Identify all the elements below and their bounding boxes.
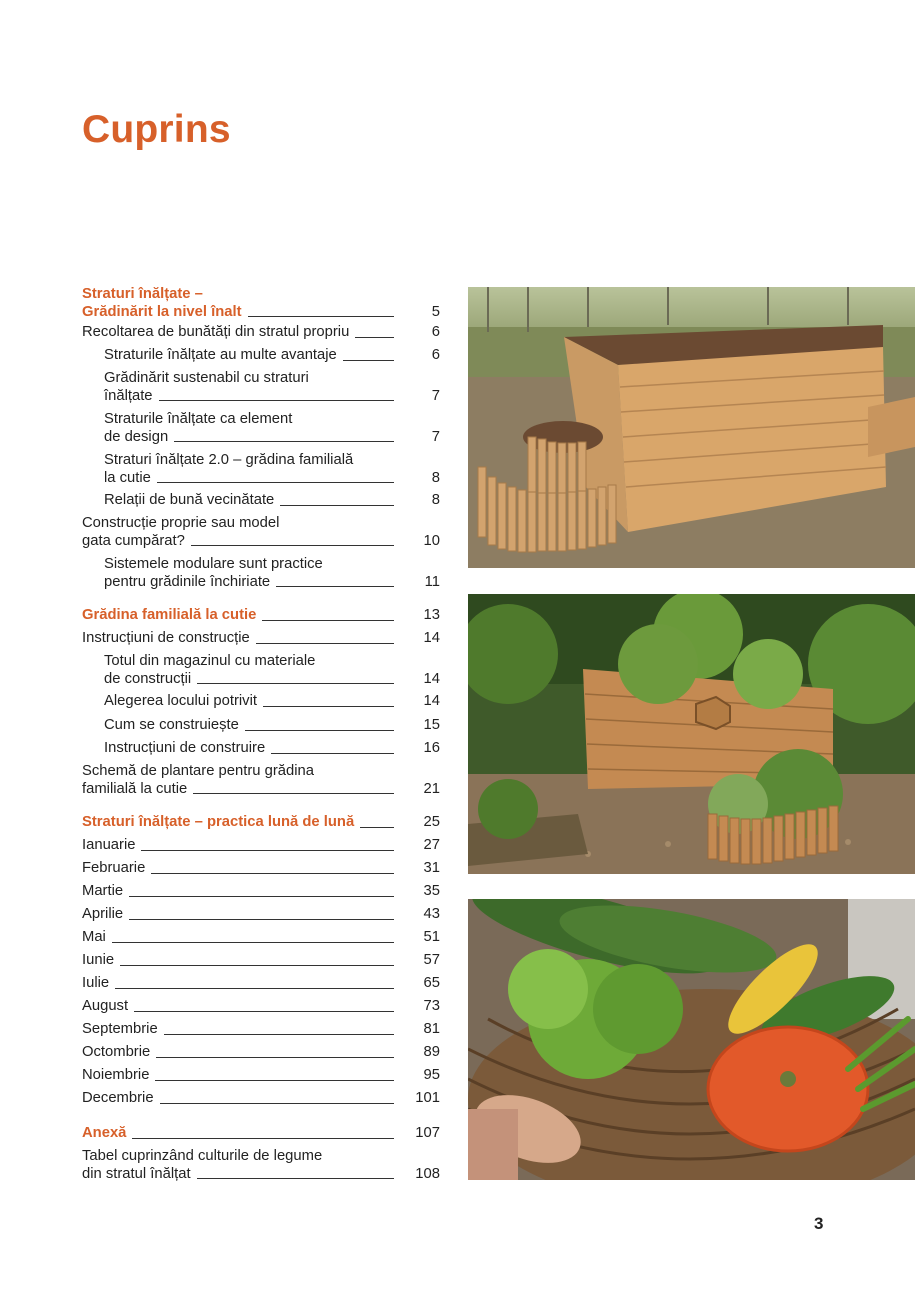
- toc-entry[interactable]: [104, 370, 440, 405]
- toc-entry[interactable]: [82, 763, 440, 798]
- toc-leader-line: [256, 643, 394, 644]
- toc-leader-line: [360, 827, 394, 828]
- toc-entry[interactable]: [82, 1021, 440, 1039]
- toc-entry-text: Septembrie: [82, 1021, 158, 1037]
- toc-entry[interactable]: [104, 411, 440, 446]
- toc-entry[interactable]: [104, 740, 440, 758]
- toc-entry-text: de design: [104, 428, 169, 445]
- toc-entry[interactable]: [104, 492, 440, 510]
- toc-leader-line: [160, 1103, 394, 1104]
- toc-page-number: 81: [423, 1021, 440, 1037]
- toc-page-number: 6: [431, 347, 440, 363]
- toc-entry[interactable]: [82, 1148, 440, 1183]
- photo-raised-bed-wooden: [468, 287, 915, 568]
- toc-leader-line: [157, 482, 394, 483]
- page-title: Cuprins: [82, 108, 231, 151]
- toc-entry-text: Aprilie: [82, 906, 124, 922]
- toc-page-number: 5: [431, 303, 440, 320]
- toc-leader-line: [280, 505, 394, 506]
- toc-leader-line: [120, 965, 394, 966]
- toc-leader-line: [343, 360, 394, 361]
- toc-entry-text: Straturi înălțate – practica lună de lună: [82, 814, 355, 830]
- toc-entry-text: familială la cutie: [82, 780, 188, 797]
- toc-entry-text: Construcție proprie sau model: [82, 515, 280, 531]
- toc-page-number: 8: [431, 492, 440, 508]
- toc-page-number: 65: [423, 975, 440, 991]
- toc-leader-line: [355, 337, 394, 338]
- toc-page-number: 8: [431, 469, 440, 486]
- toc-page-number: 14: [423, 670, 440, 687]
- toc-leader-line: [115, 988, 394, 989]
- toc-page-number: 108: [415, 1165, 440, 1182]
- toc-entry[interactable]: [82, 1125, 440, 1143]
- toc-page-number: 27: [423, 837, 440, 853]
- toc-entry[interactable]: [82, 998, 440, 1016]
- toc-leader-line: [276, 586, 394, 587]
- toc-page-number: 21: [423, 780, 440, 797]
- toc-entry[interactable]: [82, 630, 440, 648]
- toc-entry-text: din stratul înălțat: [82, 1165, 191, 1182]
- toc-leader-line: [245, 730, 394, 731]
- toc-entry-text: Sistemele modulare sunt practice: [104, 556, 323, 572]
- toc-page-number: 13: [423, 607, 440, 623]
- toc-entry[interactable]: [104, 347, 440, 365]
- toc-page-number: 107: [415, 1125, 440, 1141]
- toc-entry[interactable]: [82, 607, 440, 625]
- toc-page-number: 73: [423, 998, 440, 1014]
- toc-entry[interactable]: [82, 906, 440, 924]
- toc-entry-text: la cutie: [104, 469, 151, 486]
- toc-entry[interactable]: [82, 837, 440, 855]
- toc-entry-text: de construcții: [104, 670, 192, 687]
- toc-leader-line: [262, 620, 394, 621]
- toc-entry[interactable]: [82, 952, 440, 970]
- toc-leader-line: [271, 753, 394, 754]
- toc-entry-text: Instrucțiuni de construcție: [82, 630, 250, 646]
- toc-entry-text: Grădinărit sustenabil cu straturi: [104, 370, 309, 386]
- toc-page-number: 15: [423, 717, 440, 733]
- toc-leader-line: [129, 919, 394, 920]
- toc-entry[interactable]: [82, 929, 440, 947]
- toc-entry-text: Grădina familială la cutie: [82, 607, 257, 623]
- toc-entry-text: Straturi înălțate –: [82, 286, 203, 302]
- toc-entry-text: Straturile înălțate au multe avantaje: [104, 347, 337, 363]
- toc-entry[interactable]: [104, 452, 440, 487]
- photo-family-garden-box: [468, 594, 915, 874]
- toc-page-number: 14: [423, 693, 440, 709]
- toc-entry-text: Relații de bună vecinătate: [104, 492, 275, 508]
- toc-page-number: 14: [423, 630, 440, 646]
- toc-entry-text: Instrucțiuni de construire: [104, 740, 266, 756]
- toc-entry-text: Totul din magazinul cu materiale: [104, 653, 316, 669]
- toc-entry-text: Recoltarea de bunătăți din stratul propriu: [82, 324, 350, 340]
- toc-entry-text: pentru grădinile închiriate: [104, 573, 271, 590]
- toc-page-number: 25: [423, 814, 440, 830]
- toc-entry[interactable]: [82, 860, 440, 878]
- toc-entry-text: Anexă: [82, 1125, 127, 1141]
- toc-entry-text: Cum se construiește: [104, 717, 239, 733]
- toc-leader-line: [155, 1080, 394, 1081]
- toc-leader-line: [151, 873, 394, 874]
- toc-entry[interactable]: [104, 653, 440, 688]
- toc-page-number: 16: [423, 740, 440, 756]
- toc-entry-text: August: [82, 998, 129, 1014]
- toc-leader-line: [159, 400, 394, 401]
- toc-leader-line: [129, 896, 394, 897]
- toc-entry-text: Alegerea locului potrivit: [104, 693, 257, 709]
- toc-entry-text: Iulie: [82, 975, 110, 991]
- toc-entry-text: Noiembrie: [82, 1067, 150, 1083]
- toc-leader-line: [248, 316, 394, 317]
- toc-entry-text: Octombrie: [82, 1044, 151, 1060]
- toc-entry[interactable]: [104, 556, 440, 591]
- toc-leader-line: [191, 545, 394, 546]
- toc-page-number: 101: [415, 1090, 440, 1106]
- toc-leader-line: [174, 441, 394, 442]
- toc-entry-text: Straturi înălțate 2.0 – grădina familială: [104, 452, 354, 468]
- toc-entry-text: înălțate: [104, 387, 153, 404]
- toc-entry-text: Schemă de plantare pentru grădina: [82, 763, 314, 779]
- toc-leader-line: [164, 1034, 394, 1035]
- toc-leader-line: [134, 1011, 394, 1012]
- photo-vegetable-basket: [468, 899, 915, 1180]
- toc-entry-text: Mai: [82, 929, 106, 945]
- toc-page-number: 11: [424, 573, 440, 590]
- toc-entry-text: gata cumpărat?: [82, 532, 185, 549]
- toc-entry-text: Februarie: [82, 860, 146, 876]
- toc-entry[interactable]: [104, 717, 440, 735]
- toc-page-number: 35: [423, 883, 440, 899]
- toc-entry-text: Grădinărit la nivel înalt: [82, 303, 242, 320]
- toc-page-number: 7: [431, 428, 440, 445]
- toc-entry-text: Straturile înălțate ca element: [104, 411, 293, 427]
- toc-leader-line: [263, 706, 394, 707]
- toc-entry[interactable]: [82, 286, 440, 321]
- toc-leader-line: [112, 942, 394, 943]
- page-number: 3: [814, 1214, 824, 1233]
- toc-entry-text: Tabel cuprinzând culturile de legume: [82, 1148, 323, 1164]
- toc-leader-line: [193, 793, 394, 794]
- toc-leader-line: [156, 1057, 394, 1058]
- toc-leader-line: [197, 1178, 394, 1179]
- toc-page-number: 6: [431, 324, 440, 340]
- toc-entry[interactable]: [82, 324, 440, 342]
- toc-page-number: 43: [423, 906, 440, 922]
- toc-entry[interactable]: [82, 883, 440, 901]
- toc-entry[interactable]: [82, 1067, 440, 1085]
- toc-entry-text: Martie: [82, 883, 124, 899]
- toc-entry[interactable]: [82, 515, 440, 550]
- toc-leader-line: [132, 1138, 394, 1139]
- toc-entry-text: Ianuarie: [82, 837, 136, 853]
- toc-entry[interactable]: [82, 1090, 440, 1108]
- toc-page-number: 95: [423, 1067, 440, 1083]
- toc-page-number: 57: [423, 952, 440, 968]
- toc-leader-line: [197, 683, 394, 684]
- toc-leader-line: [141, 850, 394, 851]
- toc-page-number: 10: [423, 532, 440, 549]
- toc-entry-text: Decembrie: [82, 1090, 154, 1106]
- toc-entry-text: Iunie: [82, 952, 115, 968]
- toc-entry[interactable]: [82, 814, 440, 832]
- toc-page-number: 7: [431, 387, 440, 404]
- toc-entry[interactable]: [82, 1044, 440, 1062]
- toc-page-number: 31: [423, 860, 440, 876]
- toc-page-number: 89: [423, 1044, 440, 1060]
- toc-entry[interactable]: [104, 693, 440, 711]
- toc-entry[interactable]: [82, 975, 440, 993]
- toc-page-number: 51: [423, 929, 440, 945]
